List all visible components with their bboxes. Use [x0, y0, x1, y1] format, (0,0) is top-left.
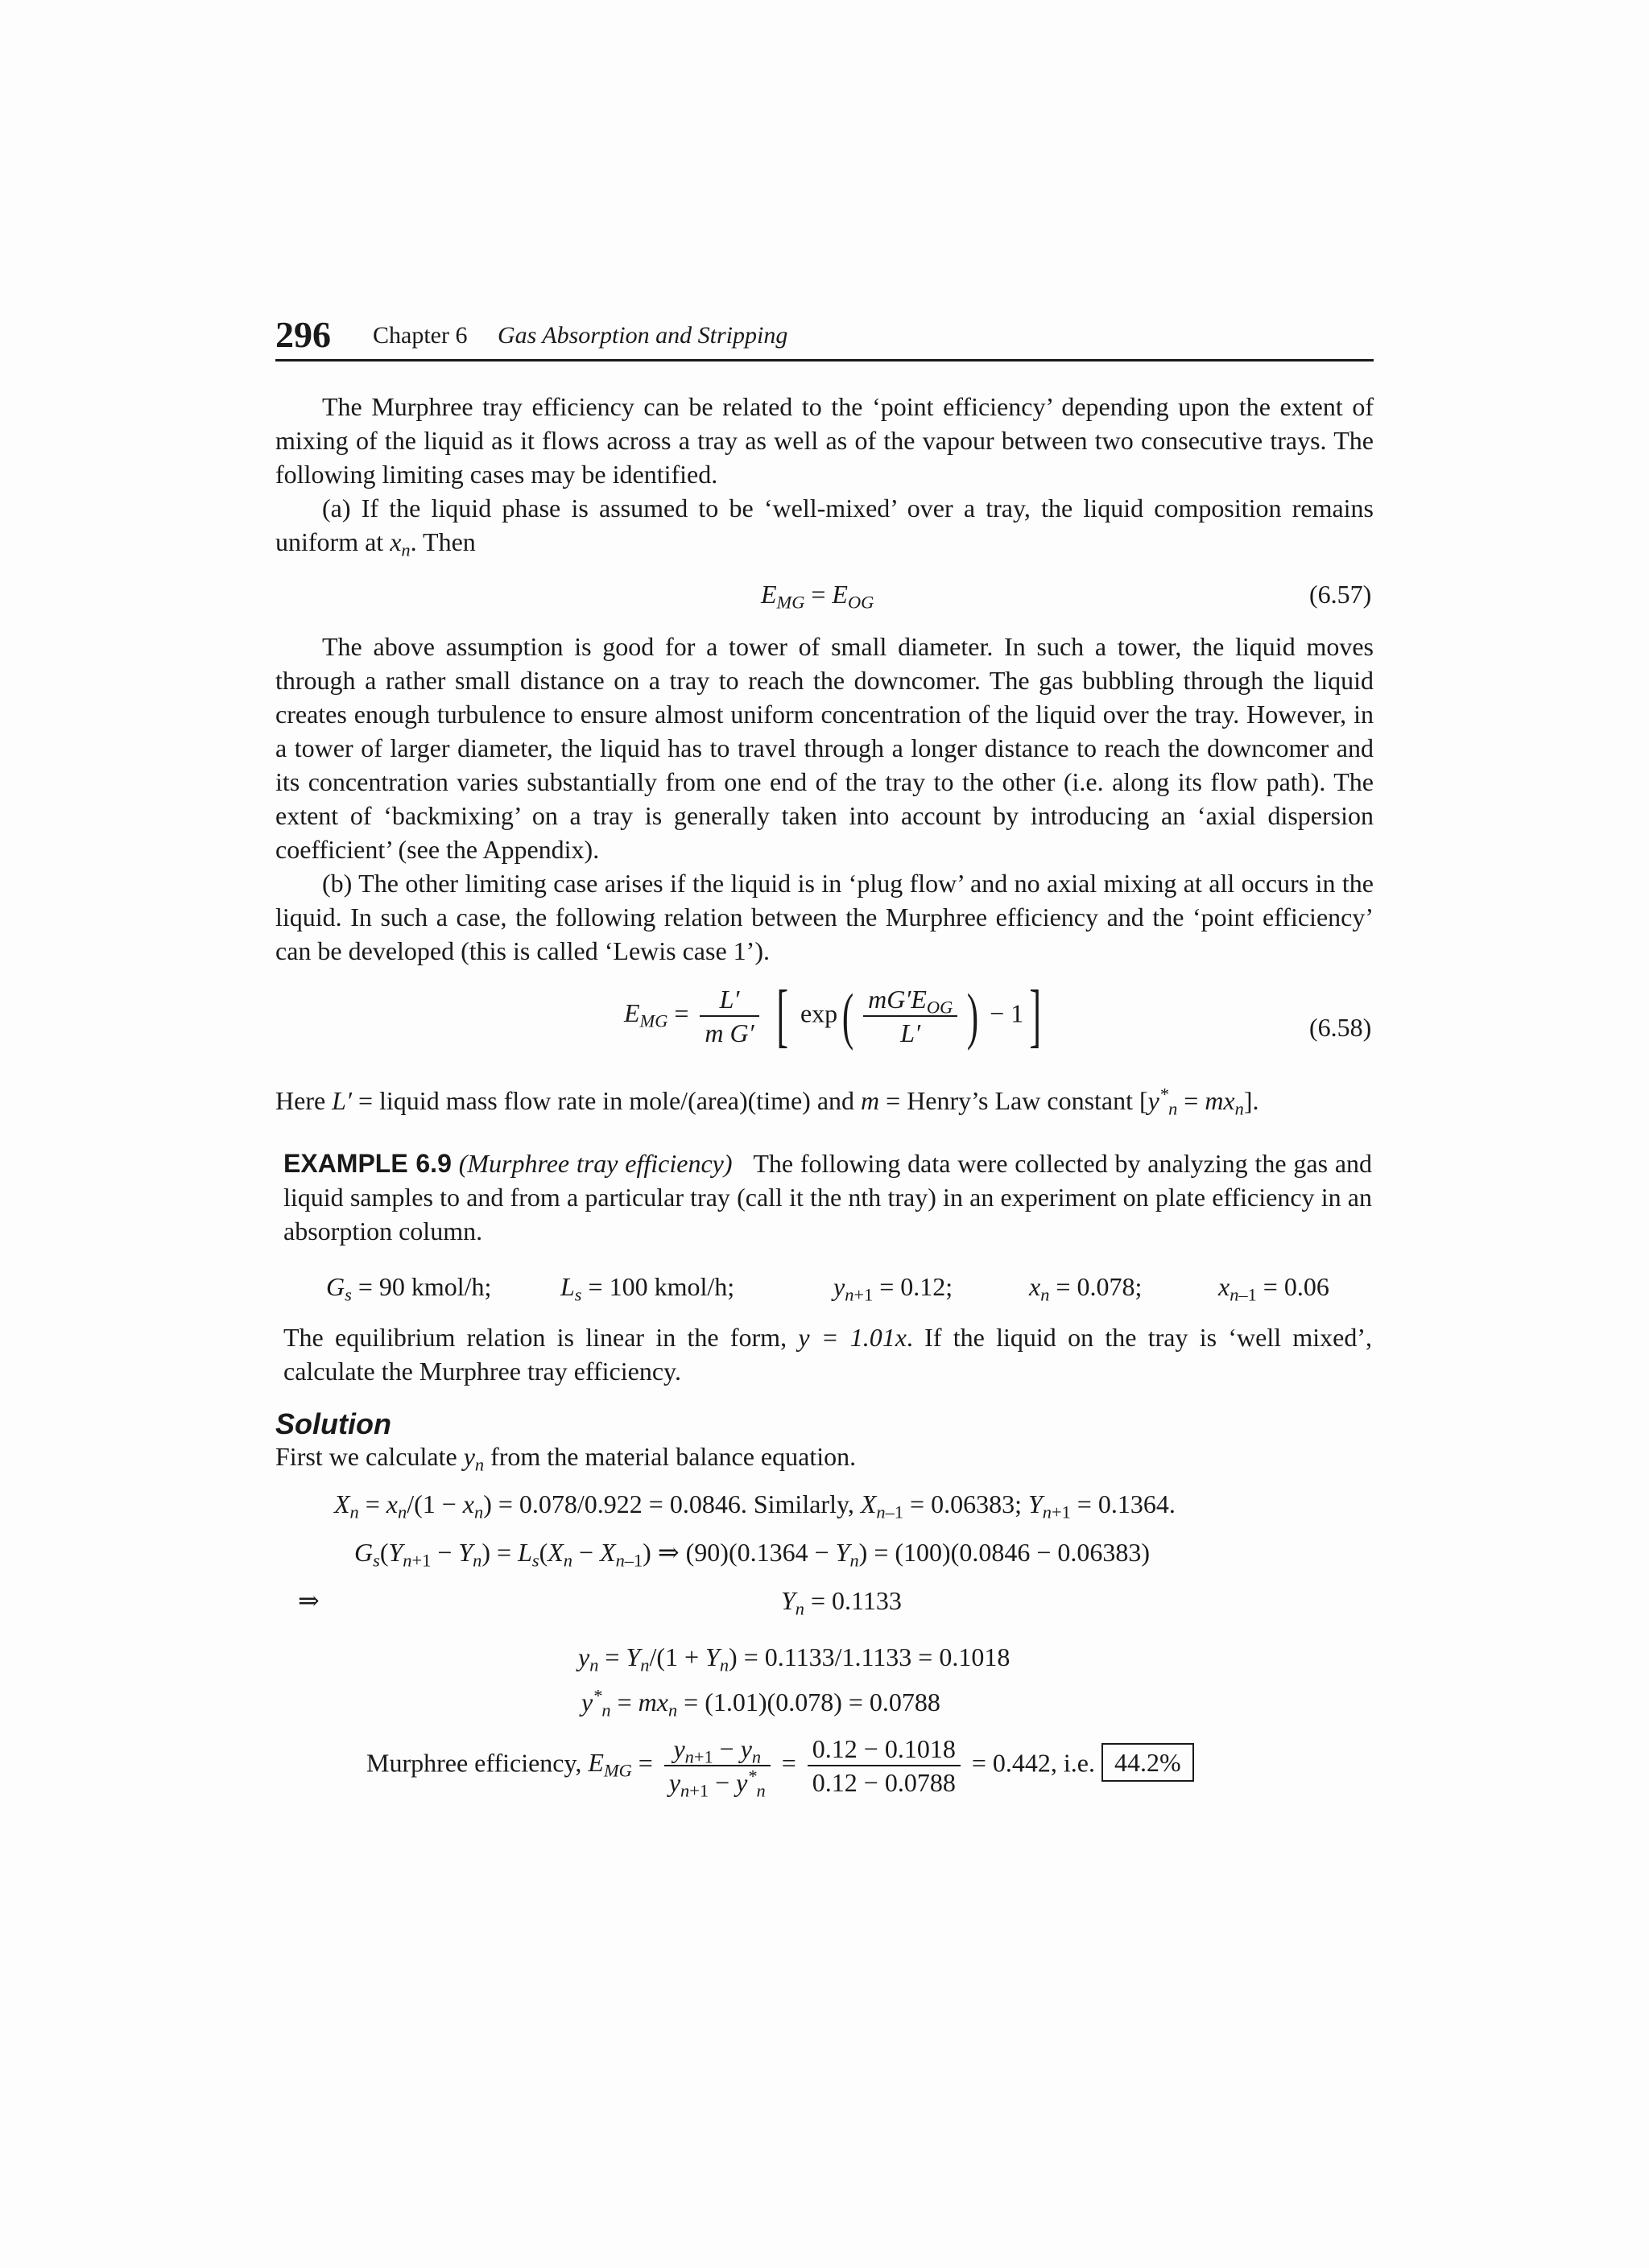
solution-line-5: $y^*_n = mx_n = (1.01)(0.078) = 0.0788$	[581, 1685, 940, 1721]
answer-box: 44.2%	[1101, 1743, 1194, 1782]
equation-6-58: $E_{MG}$ = $\frac{L'}{\text{m G′}}$ [ exp( $\frac{mG'E_{OG}}{L'}$ ) − 1]	[624, 977, 1042, 1055]
page-number: 296	[275, 314, 331, 355]
example-data-xn: $x_n = 0.078$;	[1029, 1272, 1143, 1305]
solution-heading: Solution	[275, 1407, 391, 1440]
equation-6-57: $E_{MG} = E_{OG}$	[761, 580, 874, 613]
solution-line-1: $X_n = x_n/(1 - x_n) = 0.078/0.922 = 0.0846$. Similarly, $X_{n-1} = 0.06383$; $Y_{n+1} = 0.1364$.	[334, 1489, 1176, 1522]
implies-symbol: ⇒	[298, 1586, 320, 1615]
paragraph-3: The above assumption is good for a tower of small diameter. In such a tower, the liquid moves through a rather small distance on a tray to reach the downcomer. The gas bubbling through the liquid creates enough turbulence to ensure almost uniform concentration of the liquid over the tray. However, in a tower of larger diameter, the liquid has to travel through a longer distance to reach the downcomer and its concentration varies substantially from one end of the tray to the other (i.e. along its flow path). The extent of ‘backmixing’ on a tray is generally taken into account by introducing an ‘axial dispersion coefficient’ (see the Appendix).	[275, 632, 1374, 864]
example-data-ls: $L_s = 100$ kmol/h;	[560, 1272, 735, 1305]
paragraph-1: The Murphree tray efficiency can be related to the ‘point efficiency’ depending upon the extent of mixing of the liquid as it flows across a tray as well as of the vapour between two consecutive trays. The following limiting cases may be identified.	[275, 392, 1374, 489]
solution-line-4: $y_n = Y_n/(1 + Y_n) = 0.1133/1.1133 = 0.1018$	[578, 1642, 1010, 1675]
example-data-yn1: $y_{n+1} = 0.12$;	[833, 1272, 953, 1305]
example-data-xnm1: $x_{n-1} = 0.06$	[1218, 1272, 1329, 1305]
paragraph-2: (a) If the liquid phase is assumed to be ‘well-mixed’ over a tray, the liquid composition remains uniform at $x_n$. Then	[275, 494, 1374, 560]
example-question: The equilibrium relation is linear in the form, y = 1.01x. If the liquid on the tray is ‘well mixed’, calculate the Murphree tray efficiency.	[283, 1323, 1373, 1386]
example-6-9: EXAMPLE 6.9 (Murphree tray efficiency) The following data were collected by analyzing the gas and liquid samples to and from a particular tray (call it the nth tray) in an experiment on plate efficiency in an absorption column.	[283, 1149, 1373, 1246]
header-rule	[275, 359, 1374, 361]
solution-intro: First we calculate $y_n$ from the material balance equation.	[275, 1442, 857, 1475]
solution-line-6: Murphree efficiency, $E_{MG}$ = $\frac{y_{n+1} - y_n}{y_{n+1} - y^*_n}$ = $\frac{0.12 - 0.1018}{0.12 - 0.0788}$ = 0.442, i.e. 44.2%	[366, 1733, 1194, 1799]
paragraph-4: (b) The other limiting case arises if the liquid is in ‘plug flow’ and no axial mixing at all occurs in the liquid. In such a case, the following relation between the Murphree efficiency and the ‘point efficiency’ can be developed (this is called ‘Lewis case 1’).	[275, 869, 1374, 965]
equation-number-6-57: (6.57)	[1309, 580, 1372, 609]
paragraph-5: Here L′ = liquid mass flow rate in mole/(area)(time) and m = Henry’s Law constant $[y^*_n = mx_n]$.	[275, 1084, 1259, 1119]
example-data-gs: $G_s = 90$ kmol/h;	[326, 1272, 492, 1305]
chapter-label: Chapter 6	[373, 322, 468, 349]
solution-line-3: $Y_n = 0.1133$	[781, 1586, 902, 1619]
equation-number-6-58: (6.58)	[1309, 1013, 1372, 1042]
chapter-title: Gas Absorption and Stripping	[498, 322, 788, 349]
solution-line-2: $G_s(Y_{n+1} - Y_n) = L_s(X_n - X_{n-1})$ ⇒ $(90)(0.1364 - Y_n) = (100)(0.0846 - 0.06383)$	[354, 1538, 1151, 1571]
